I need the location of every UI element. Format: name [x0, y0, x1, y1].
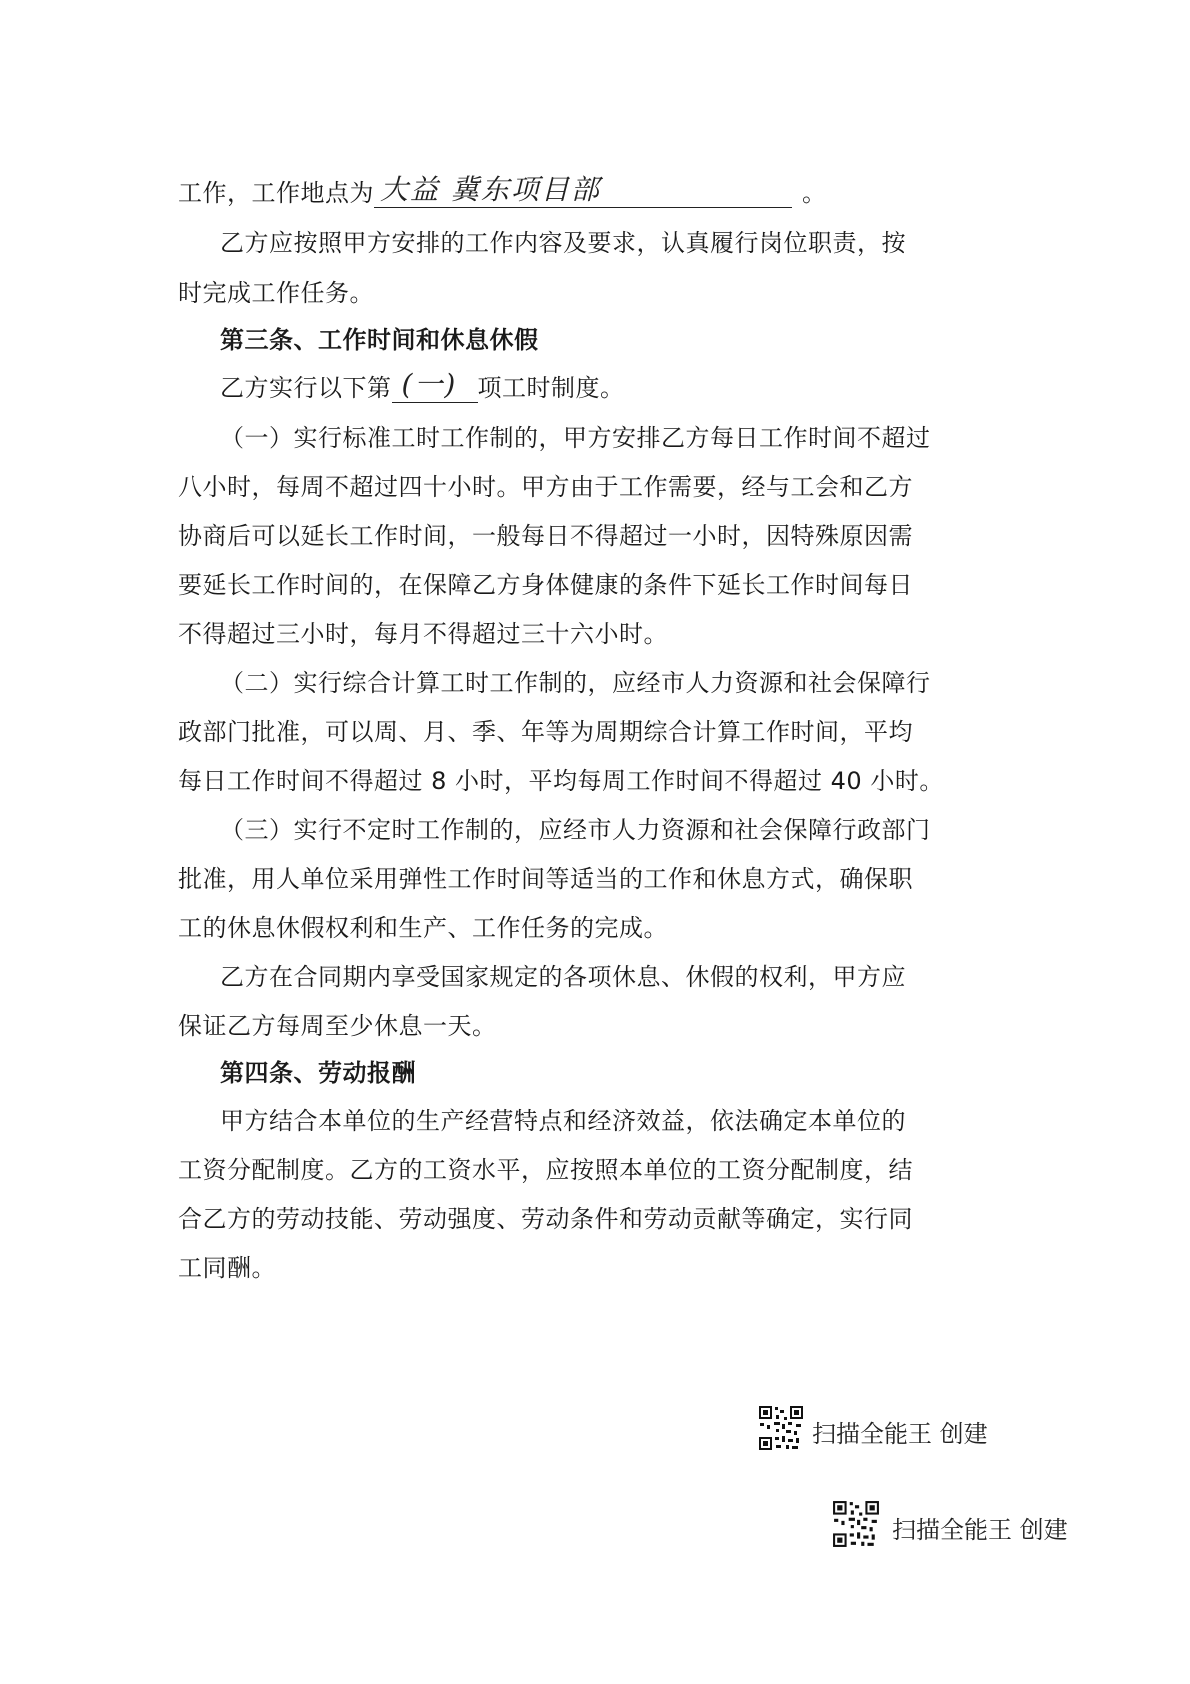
text-p6b: 保证乙方每周至少休息一天。: [178, 1012, 497, 1040]
paragraph-line: [178, 278, 374, 308]
work-hours-end: 项工时制度。: [477, 374, 625, 402]
text-p4b: 政部门批准，可以周、月、季、年等为周期综合计算工作时间，平均: [178, 718, 913, 746]
qr-code-icon: [758, 1405, 804, 1451]
paragraph-line: [178, 472, 913, 502]
paragraph-line: [178, 521, 913, 551]
text-p7c: 合乙方的劳动技能、劳动强度、劳动条件和劳动贡献等确定，实行同: [178, 1205, 913, 1233]
text-p7a: 甲方结合本单位的生产经营特点和经济效益，依法确定本单位的: [220, 1107, 906, 1135]
article-3-heading: [220, 325, 539, 355]
qr-code-icon: [832, 1500, 880, 1548]
paragraph-line: [220, 962, 906, 992]
text-p7b: 工资分配制度。乙方的工资水平，应按照本单位的工资分配制度，结: [178, 1156, 913, 1184]
text-p7d: 工同酬。: [178, 1254, 276, 1282]
work-location-end: 。: [802, 179, 827, 207]
text-p1a: 乙方应按照甲方安排的工作内容及要求，认真履行岗位职责，按: [220, 229, 906, 257]
paragraph-line: [178, 864, 913, 894]
work-location-field: [374, 173, 792, 208]
text-p3c: 协商后可以延长工作时间，一般每日不得超过一小时，因特殊原因需: [178, 522, 913, 550]
paragraph-line: [178, 913, 668, 943]
paragraph-line: [178, 1253, 276, 1283]
work-hours-system-line: [220, 368, 625, 403]
paragraph-line: [178, 619, 668, 649]
article-4-heading: [220, 1058, 416, 1088]
paragraph-line: [178, 1204, 913, 1234]
paragraph-line: [178, 570, 913, 600]
work-location-label: 工作，工作地点为: [178, 179, 374, 207]
text-p5c: 工的休息休假权利和生产、工作任务的完成。: [178, 914, 668, 942]
paragraph-line: [220, 1106, 906, 1136]
text-p4a: （二）实行综合计算工时工作制的，应经市人力资源和社会保障行: [220, 669, 931, 697]
watermark-text: 扫描全能王 创建: [892, 1516, 1068, 1544]
text-p6a: 乙方在合同期内享受国家规定的各项休息、休假的权利，甲方应: [220, 963, 906, 991]
text-p3d: 要延长工作时间的，在保障乙方身体健康的条件下延长工作时间每日: [178, 571, 913, 599]
text-p5a: （三）实行不定时工作制的，应经市人力资源和社会保障行政部门: [220, 816, 931, 844]
paragraph-line: [220, 815, 931, 845]
text-p3a: （一）实行标准工时工作制的，甲方安排乙方每日工作时间不超过: [220, 424, 931, 452]
paragraph-line: [220, 228, 906, 258]
text-p1b: 时完成工作任务。: [178, 279, 374, 307]
work-location-line: [178, 173, 827, 208]
paragraph-line: [178, 1155, 913, 1185]
work-hours-label: 乙方实行以下第: [220, 374, 392, 402]
heading-text: 第三条、工作时间和休息休假: [220, 326, 539, 354]
paragraph-line: [220, 668, 931, 698]
text-p3e: 不得超过三小时，每月不得超过三十六小时。: [178, 620, 668, 648]
text-p5b: 批准，用人单位采用弹性工作时间等适当的工作和休息方式，确保职: [178, 865, 913, 893]
handwritten-option: (一): [401, 368, 458, 401]
watermark-text: 扫描全能王 创建: [812, 1420, 988, 1448]
paragraph-line: [178, 717, 913, 747]
paragraph-line: [178, 766, 944, 796]
text-p3b: 八小时，每周不超过四十小时。甲方由于工作需要，经与工会和乙方: [178, 473, 913, 501]
paragraph-line: [178, 1011, 497, 1041]
text-p4c: 每日工作时间不得超过 8 小时，平均每周工作时间不得超过 40 小时。: [178, 767, 944, 795]
handwritten-work-location: 大益 冀东项目部: [380, 173, 601, 206]
work-hours-field: [392, 368, 478, 403]
heading-text: 第四条、劳动报酬: [220, 1059, 416, 1087]
paragraph-line: [220, 423, 931, 453]
